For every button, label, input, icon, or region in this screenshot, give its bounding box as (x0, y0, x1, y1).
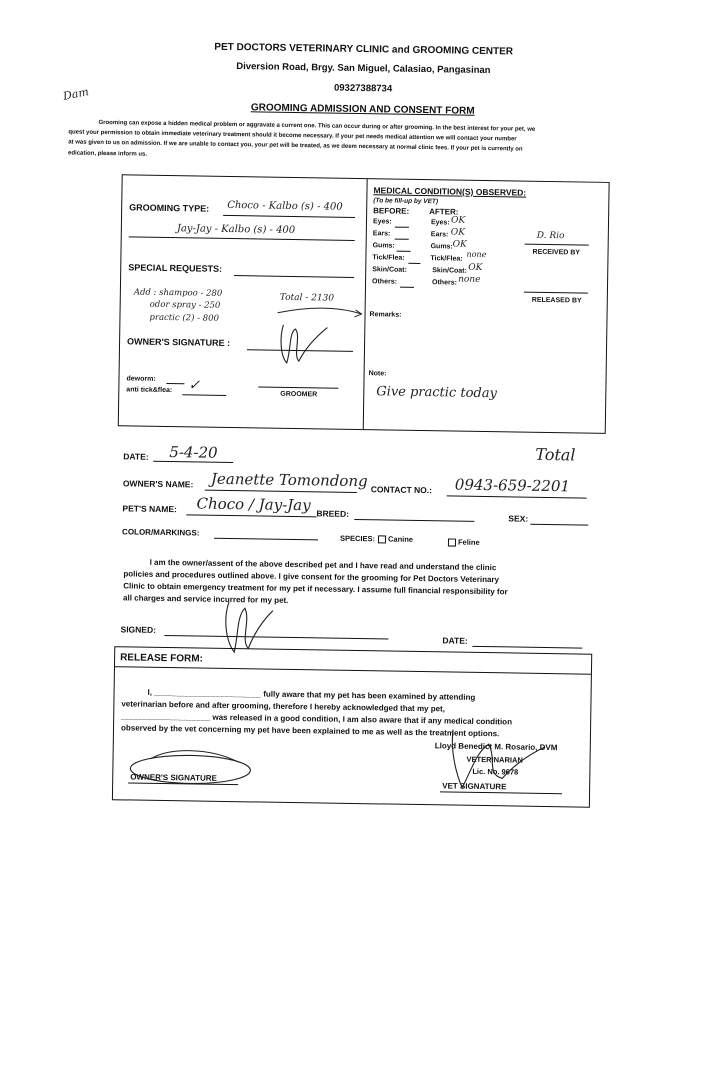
owner-signature-label-release: OWNER'S SIGNATURE (130, 772, 217, 783)
tick-flea-check: ✓ (188, 377, 201, 394)
groomer-label: GROOMER (280, 390, 318, 399)
intro-line-2: quest your permission to obtain immediate veterinary treatment should it become necessary. If your pet needs medical attention we will contact your number (68, 129, 517, 143)
vet-signature-label: VET SIGNATURE (442, 781, 507, 792)
grooming-total: Total - 2130 (279, 292, 335, 304)
owner-signature-label: OWNER'S SIGNATURE : (127, 336, 231, 348)
release-line-1: I, ________________________ fully aware that my pet has been examined by attending (147, 687, 476, 702)
note-label: Note: (368, 370, 387, 378)
species-label: SPECIES: (339, 533, 376, 544)
total-mark: Total (535, 444, 576, 465)
clinic-address: Diversion Road, Brgy. San Miguel, Calasiao, Pangasinan (236, 61, 491, 77)
eyes-value: OK (450, 215, 466, 226)
eyes-before: Eyes: (372, 218, 392, 226)
after-label: AFTER: (429, 207, 459, 217)
consent-line-2: policies and procedures outlined above. I give consent for the grooming for Pet Doctors Veterinary (123, 569, 500, 585)
medical-title: MEDICAL CONDITION(S) OBSERVED: (373, 185, 527, 198)
intro-line-3: at was given to us on admission. If we are unable to contact you, your pet will be treated, as we deem necessary at normal clinic fees. If your pet is currently on (68, 139, 523, 153)
ears-value: OK (450, 227, 466, 238)
skin-coat-value: OK (468, 262, 483, 273)
feline-label: Feline (457, 537, 480, 547)
skin-coat-before: Skin/Coat: (372, 266, 407, 274)
tick-flea-label: anti tick&flea: (126, 386, 173, 395)
consent-line-3: Clinic to obtain emergency treatment for my pet if necessary. I assume full financial responsibility for (123, 581, 508, 597)
gums-after: Gums: (430, 243, 453, 251)
before-label: BEFORE: (373, 206, 410, 216)
color-markings-label: COLOR/MARKINGS: (122, 527, 200, 538)
breed-label: BREED: (316, 508, 350, 519)
received-by-label: RECEIVED BY (532, 248, 581, 257)
clinic-name: PET DOCTORS VETERINARY CLINIC and GROOMING CENTER (214, 41, 514, 58)
consent-line-1: I am the owner/assent of the above described pet and I have read and understand the clinic (149, 557, 497, 573)
released-by-label: RELEASED BY (531, 296, 582, 305)
release-title: RELEASE FORM: (120, 652, 203, 665)
ears-after: Ears: (430, 231, 449, 239)
addon-line-2: odor spray - 250 (149, 299, 221, 311)
consent-date-label: DATE: (442, 635, 468, 646)
release-line-3: ____________________ was released in a good condition, I am also aware that if any medical condition (121, 711, 513, 727)
gums-value: OK (452, 239, 467, 250)
form-title: GROOMING ADMISSION AND CONSENT FORM (250, 102, 475, 117)
release-line-2: veterinarian before and after grooming, therefore I hereby acknowledged that my pet, (121, 699, 446, 714)
canine-checkbox[interactable] (378, 535, 386, 543)
release-line-4: observed by the vet concerning my pet have been explained to me as well as the treatment options. (120, 723, 500, 739)
contact-label: CONTACT NO.: (370, 484, 433, 496)
gums-before: Gums: (372, 242, 395, 250)
owner-name-label: OWNER'S NAME: (122, 478, 194, 490)
intro-line-1: Grooming can expose a hidden medical problem or aggravate a current one. This can occur during or after grooming. In the best interest for your pet, we (98, 119, 536, 133)
signed-label: SIGNED: (120, 624, 157, 635)
sex-label: SEX: (508, 513, 529, 524)
deworm-label: deworm: (126, 375, 156, 383)
grooming-type-entry-1: Choco - Kalbo (s) - 400 (227, 199, 343, 213)
pet-name-label: PET'S NAME: (122, 503, 177, 515)
release-owner-signature-mark (120, 736, 261, 794)
feline-checkbox[interactable] (448, 538, 456, 546)
medical-subtitle: (To be fill-up by VET) (373, 197, 439, 206)
received-by-name: D. Rio (536, 230, 565, 242)
vet-license: Lic. No. 9678 (472, 766, 519, 777)
others-after: Others: (431, 279, 458, 287)
clinic-phone: 09327388734 (333, 82, 393, 95)
tick-flea-value: none (466, 249, 487, 260)
date-label: DATE: (123, 451, 149, 462)
tick-flea-before: Tick/Flea: (372, 254, 405, 262)
consent-line-4: all charges and service incurred for my pet. (122, 593, 289, 605)
others-before: Others: (372, 278, 398, 286)
note-text: Give practic today (376, 384, 497, 402)
grooming-type-entry-2: Jay-Jay - Kalbo (s) - 400 (176, 223, 296, 237)
others-value: none (458, 274, 481, 285)
eyes-after: Eyes: (430, 219, 450, 227)
grooming-type-label: GROOMING TYPE: (129, 202, 210, 214)
vet-signature-mark (432, 723, 553, 795)
addon-line-3: practic (2) - 800 (149, 312, 220, 324)
vet-title: VETERINARIAN (466, 754, 523, 765)
tick-flea-after: Tick/Flea: (430, 255, 463, 263)
intro-line-4: edication, please inform us. (67, 150, 148, 158)
owner-name-value: Jeanette Tomondong (210, 469, 368, 491)
special-requests-label: SPECIAL REQUESTS: (128, 262, 223, 274)
remarks-label: Remarks: (369, 311, 402, 319)
skin-coat-after: Skin/Coat: (432, 267, 467, 275)
margin-note: Dam (61, 85, 90, 103)
date-value: 5-4-20 (169, 443, 218, 462)
vet-name: Lloyd Benedict M. Rosario, DVM (434, 741, 558, 753)
ears-before: Ears: (372, 230, 391, 238)
owner-signature-mark (265, 319, 336, 370)
pet-name-value: Choco / Jay-Jay (196, 494, 311, 515)
canine-label: Canine (387, 534, 414, 544)
contact-value: 0943-659-2201 (454, 475, 571, 496)
addon-line-1: Add : shampoo - 280 (133, 287, 223, 299)
